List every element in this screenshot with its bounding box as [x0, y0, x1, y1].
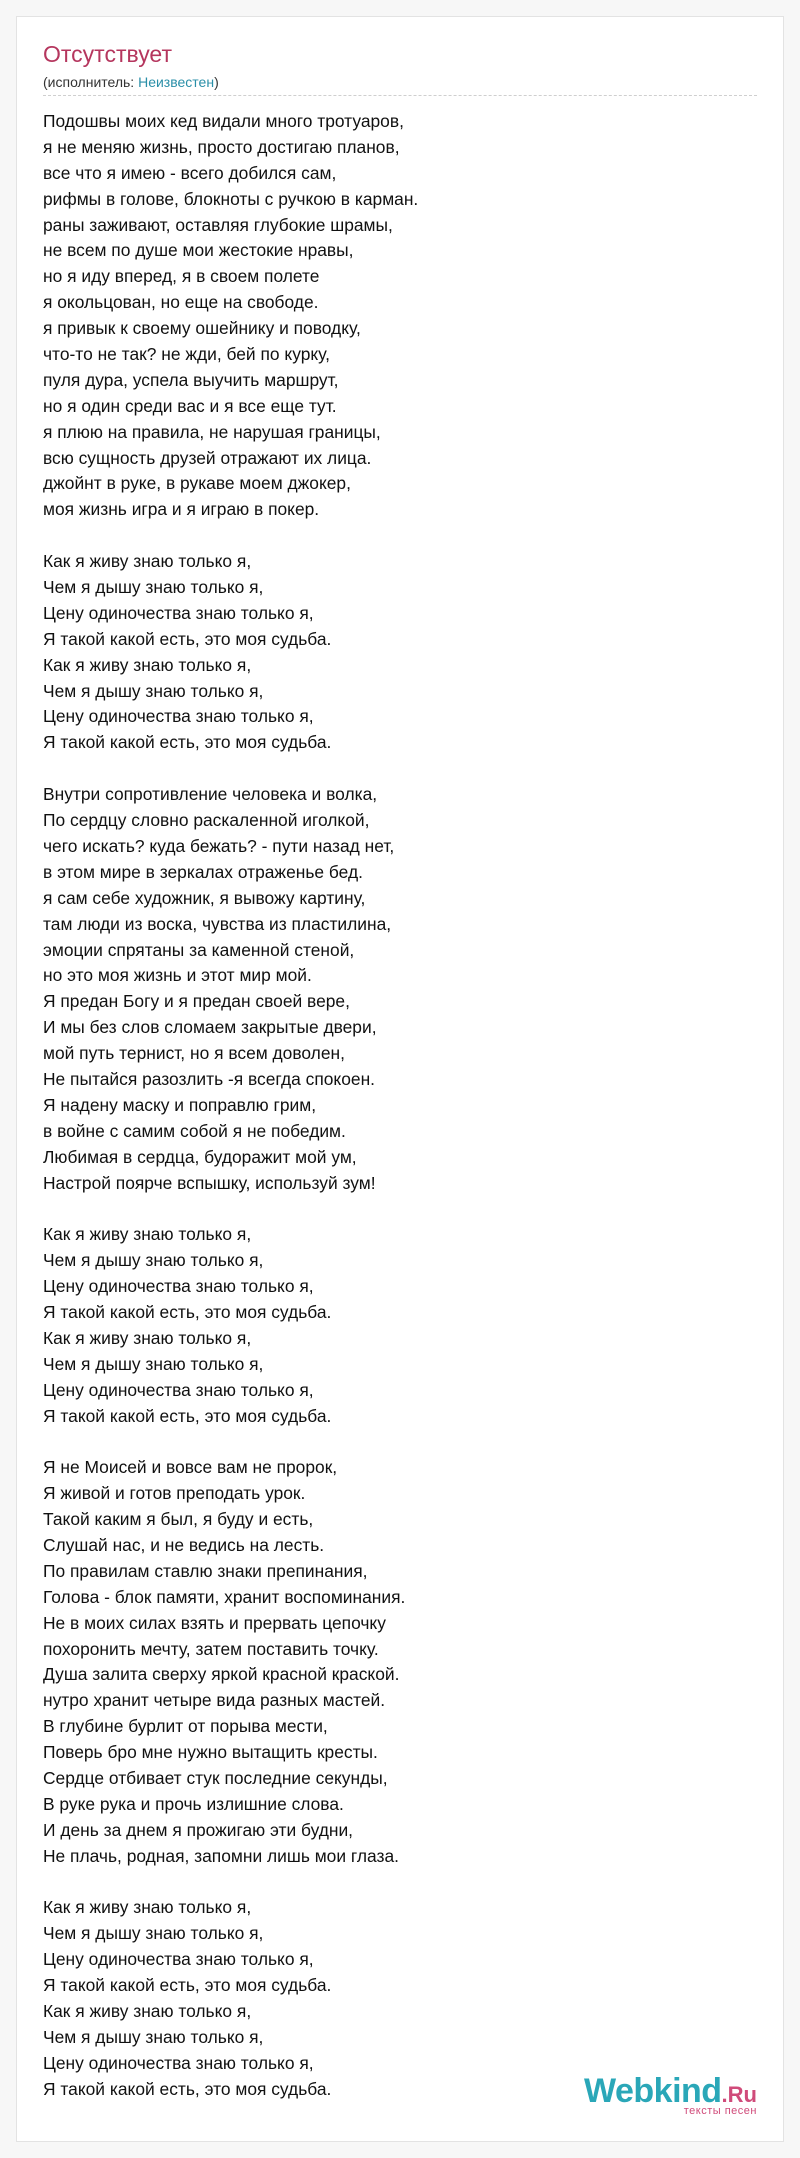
lyric-line: Цену одиночества знаю только я,	[43, 602, 314, 623]
lyric-line: Я живой и готов преподать урок.	[43, 1483, 306, 1504]
lyric-line: Я такой какой есть, это моя судьба.	[43, 628, 332, 649]
lyric-line: эмоции спрятаны за каменной стеной,	[43, 939, 355, 960]
lyric-line: Как я живу знаю только я,	[43, 654, 252, 675]
lyric-line: Настрой поярче вспышку, используй зум!	[43, 1172, 376, 1193]
dashed-divider	[43, 95, 757, 96]
lyric-line: Цену одиночества знаю только я,	[43, 706, 314, 727]
lyric-line: пуля дура, успела выучить маршрут,	[43, 369, 339, 390]
lyric-line: нутро хранит четыре вида разных мастей.	[43, 1690, 386, 1711]
lyric-line: Не плачь, родная, запомни лишь мои глаза.	[43, 1845, 399, 1866]
lyric-line: я не меняю жизнь, просто достигаю планов,	[43, 136, 400, 157]
lyric-line: я окольцован, но еще на свободе.	[43, 292, 319, 313]
lyric-line: Цену одиночества знаю только я,	[43, 1379, 314, 1400]
lyric-line: моя жизнь игра и я играю в покер.	[43, 499, 320, 520]
lyric-line: всю сущность друзей отражают их лица.	[43, 447, 372, 468]
lyric-line: Чем я дышу знаю только я,	[43, 577, 264, 598]
stanza-gap	[43, 523, 753, 549]
lyric-line: Я такой какой есть, это моя судьба.	[43, 2078, 332, 2099]
lyric-line: Такой каким я был, я буду и есть,	[43, 1509, 314, 1530]
song-title: Отсутствует	[43, 41, 172, 67]
lyric-line: в этом мире в зеркалах отраженье бед.	[43, 861, 363, 882]
lyric-line: Не в моих силах взять и прервать цепочку	[43, 1612, 386, 1633]
lyric-line: Я такой какой есть, это моя судьба.	[43, 1975, 332, 1996]
lyric-line: Не пытайся разозлить -я всегда спокоен.	[43, 1068, 376, 1089]
lyric-line: И день за днем я прожигаю эти будни,	[43, 1819, 353, 1840]
byline-suffix: )	[214, 74, 219, 90]
lyric-line: но я один среди вас и я все еще тут.	[43, 395, 337, 416]
lyric-line: Поверь бро мне нужно вытащить кресты.	[43, 1742, 378, 1763]
lyric-line: я привык к своему ошейнику и поводку,	[43, 318, 361, 339]
lyrics-page	[16, 16, 784, 2142]
lyric-line: Слушай нас, и не ведись на лесть.	[43, 1534, 325, 1555]
lyric-line: По правилам ставлю знаки препинания,	[43, 1560, 368, 1581]
lyric-line: Чем я дышу знаю только я,	[43, 1353, 264, 1374]
lyric-line: Я предан Богу и я предан своей вере,	[43, 991, 350, 1012]
lyric-line: чего искать? куда бежать? - пути назад нет,	[43, 835, 395, 856]
lyric-line: все что я имею - всего добился сам,	[43, 162, 337, 183]
lyric-line: рифмы в голове, блокноты с ручкою в карман.	[43, 188, 419, 209]
stanza-gap	[43, 1196, 753, 1222]
lyric-line: не всем по душе мои жестокие нравы,	[43, 240, 354, 261]
lyric-line: мой путь тернист, но я всем доволен,	[43, 1043, 345, 1064]
lyric-line: Как я живу знаю только я,	[43, 2001, 252, 2022]
site-logo[interactable]	[584, 2072, 757, 2117]
lyric-line: Цену одиночества знаю только я,	[43, 1949, 314, 1970]
lyric-line: Цену одиночества знаю только я,	[43, 2052, 314, 2073]
lyric-line: Я не Моисей и вовсе вам не пророк,	[43, 1457, 338, 1478]
lyric-line: По сердцу словно раскаленной иголкой,	[43, 810, 370, 831]
lyric-line: Сердце отбивает стук последние секунды,	[43, 1768, 388, 1788]
lyric-line: Я такой какой есть, это моя судьба.	[43, 1405, 332, 1426]
lyric-line: В руке рука и прочь излишние слова.	[43, 1793, 344, 1814]
lyric-line: что-то не так? не жди, бей по курку,	[43, 344, 330, 365]
stanza-gap	[43, 756, 753, 782]
lyric-line: я плюю на правила, не нарушая границы,	[43, 421, 381, 442]
lyric-line: Цену одиночества знаю только я,	[43, 1276, 314, 1297]
lyric-line: В глубине бурлит от порыва мести,	[43, 1716, 328, 1737]
lyric-line: Внутри сопротивление человека и волка,	[43, 784, 378, 805]
lyric-line: Как я живу знаю только я,	[43, 1327, 252, 1348]
lyric-line: Как я живу знаю только я,	[43, 1897, 252, 1918]
lyric-line: там люди из воска, чувства из пластилина,	[43, 913, 392, 934]
lyric-line: Голова - блок памяти, хранит воспоминания.	[43, 1586, 406, 1607]
lyric-line: но это моя жизнь и этот мир мой.	[43, 965, 312, 986]
lyric-line: джойнт в руке, в рукаве моем джокер,	[43, 473, 351, 494]
lyric-line: Чем я дышу знаю только я,	[43, 2026, 264, 2047]
lyric-line: Как я живу знаю только я,	[43, 1224, 252, 1245]
logo-brand: Webkind	[584, 2072, 722, 2110]
lyric-line: Любимая в сердца, будоражит мой ум,	[43, 1146, 357, 1167]
stanza-gap	[43, 1429, 753, 1455]
logo-tld: .Ru	[721, 2082, 757, 2107]
lyric-line: Как я живу знаю только я,	[43, 551, 252, 572]
lyric-line: Чем я дышу знаю только я,	[43, 1923, 264, 1944]
lyric-line: И мы без слов сломаем закрытые двери,	[43, 1017, 377, 1038]
lyric-line: раны заживают, оставляя глубокие шрамы,	[43, 214, 393, 235]
lyric-line: в войне с самим собой я не победим.	[43, 1120, 346, 1141]
lyric-line: Чем я дышу знаю только я,	[43, 1250, 264, 1271]
artist-byline	[43, 74, 219, 90]
lyric-line: похоронить мечту, затем поставить точку.	[43, 1638, 379, 1659]
lyrics-text	[43, 109, 753, 2103]
stanza-gap	[43, 1870, 753, 1896]
lyric-line: Подошвы моих кед видали много тротуаров,	[43, 111, 404, 131]
lyric-line: Я такой какой есть, это моя судьба.	[43, 732, 332, 753]
lyric-line: я сам себе художник, я вывожу картину,	[43, 887, 366, 908]
lyric-line: Я надену маску и поправлю грим,	[43, 1094, 317, 1115]
lyric-line: Чем я дышу знаю только я,	[43, 680, 264, 701]
lyric-line: Я такой какой есть, это моя судьба.	[43, 1301, 332, 1322]
lyric-line: но я иду вперед, я в своем полете	[43, 266, 320, 287]
byline-prefix: (исполнитель:	[43, 74, 139, 90]
lyric-line: Душа залита сверху яркой красной краской.	[43, 1664, 400, 1685]
logo-tagline: тексты песен	[683, 2105, 757, 2117]
artist-link[interactable]: Неизвестен	[138, 74, 215, 90]
